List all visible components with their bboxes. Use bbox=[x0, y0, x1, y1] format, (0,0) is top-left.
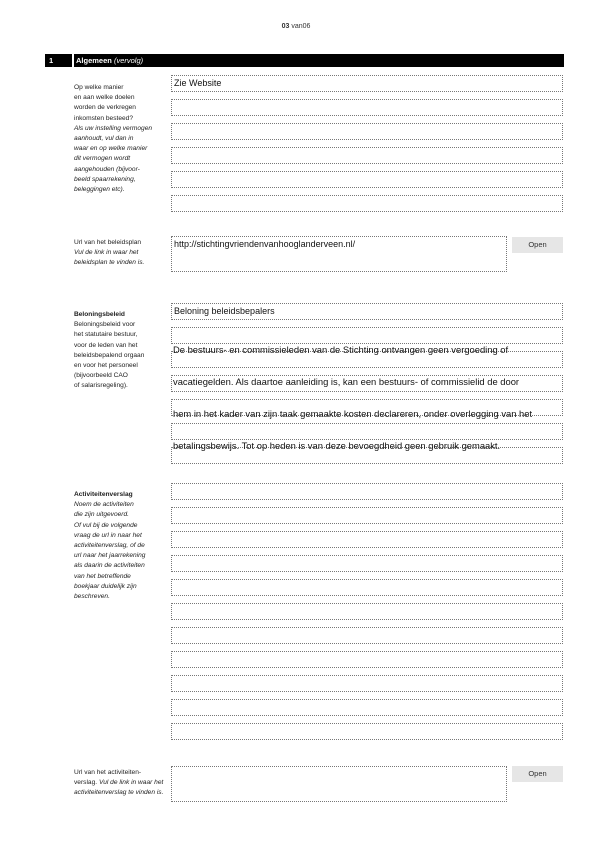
income-hint-line: waar en op welke manier bbox=[74, 145, 148, 153]
policy-url-value: http://stichtingvriendenvanhooglanderveen.nl/ bbox=[174, 239, 356, 249]
remuneration-label-line: het statutaire bestuur, bbox=[74, 331, 138, 339]
income-field-line[interactable] bbox=[171, 99, 563, 116]
income-field-line[interactable] bbox=[171, 171, 563, 188]
section-title-text: Algemeen bbox=[76, 56, 112, 65]
policy-url-hint-line: Vul de link in waar het bbox=[74, 249, 139, 257]
activities-field-line[interactable] bbox=[171, 723, 563, 740]
page-number bbox=[0, 23, 592, 30]
remuneration-label-line: beleidsbepalend orgaan bbox=[74, 351, 145, 359]
income-value: Zie Website bbox=[174, 78, 222, 88]
activities-field-line[interactable] bbox=[171, 507, 563, 524]
income-label-line: inkomsten besteed? bbox=[74, 114, 134, 122]
policy-url-hint-line: beleidsplan te vinden is. bbox=[74, 259, 145, 267]
income-field-line[interactable] bbox=[171, 147, 563, 164]
activities-url-hint-line: activiteitenverslag te vinden is. bbox=[74, 789, 164, 797]
activities-url-label bbox=[74, 768, 174, 799]
activities-hint-line: beschreven. bbox=[74, 593, 110, 601]
income-hint-line: dit vermogen wordt bbox=[74, 155, 131, 163]
income-hint-line: aanhoudt, vul dan in bbox=[74, 135, 134, 143]
activities-hint-line: activiteitenverslag, of de bbox=[74, 542, 145, 550]
income-field-line[interactable] bbox=[171, 195, 563, 212]
section-divider bbox=[72, 54, 74, 67]
activities-field-line[interactable] bbox=[171, 651, 563, 668]
activities-hint-line: van het betreffende bbox=[74, 572, 131, 580]
activities-field-line[interactable] bbox=[171, 531, 563, 548]
activities-field-line[interactable] bbox=[171, 603, 563, 620]
income-label bbox=[74, 83, 169, 195]
remuneration-text-line: hem in het kader van zijn taak gemaakte kosten declareren, onder overlegging van het bbox=[173, 407, 533, 419]
activities-hint-line: als daarin de activiteiten bbox=[74, 562, 145, 570]
activities-url-label-line: Url van het activiteiten- bbox=[74, 769, 142, 776]
activities-hint-line: vraag de url in naar het bbox=[74, 531, 142, 539]
policy-url-open-button[interactable]: Open bbox=[512, 237, 563, 253]
remuneration-text-line: betalingsbewijs. Tot op heden is van deze bevoegdheid geen gebruik gemaakt. bbox=[173, 439, 501, 451]
activities-label bbox=[74, 490, 169, 602]
remuneration-label-line: en voor het personeel bbox=[74, 362, 138, 370]
remuneration-text bbox=[173, 324, 532, 462]
section-number: 1 bbox=[49, 56, 54, 65]
activities-hint-line: Of vul bij de volgende bbox=[74, 521, 138, 529]
section-header bbox=[45, 54, 564, 67]
remuneration-label-line: of salarisregeling). bbox=[74, 382, 128, 390]
activities-hint-line: url naar het jaarrekening bbox=[74, 552, 146, 560]
activities-field-line[interactable] bbox=[171, 555, 563, 572]
remuneration-field-title: Beloning beleidsbepalers bbox=[174, 306, 275, 316]
activities-hint-line: die zijn uitgevoerd. bbox=[74, 511, 129, 519]
income-label-line: Op welke manier bbox=[74, 84, 124, 91]
activities-url-input[interactable] bbox=[171, 766, 507, 802]
income-hint-line: beeld spaarrekening, bbox=[74, 175, 136, 183]
page-of: van bbox=[291, 23, 303, 30]
remuneration-title-field[interactable] bbox=[171, 303, 563, 320]
income-field[interactable] bbox=[171, 75, 563, 92]
remuneration-label-line: voor de leden van het bbox=[74, 341, 138, 349]
page-current: 03 bbox=[281, 23, 290, 30]
activities-hint-line: boekjaar duidelijk zijn bbox=[74, 582, 137, 590]
remuneration-text-line: vacatiegelden. Als daartoe aanleiding is, kan een bestuurs- of commissielid de door bbox=[173, 375, 520, 387]
activities-field-line[interactable] bbox=[171, 579, 563, 596]
activities-field-line[interactable] bbox=[171, 699, 563, 716]
activities-url-hint: Vul de link in waar het bbox=[98, 779, 164, 787]
activities-url-label-line: verslag. bbox=[74, 779, 98, 787]
remuneration-text-line: De bestuurs- en commissieleden van de Stichting ontvangen geen vergoeding of bbox=[173, 344, 509, 356]
section-title bbox=[76, 56, 143, 65]
remuneration-heading: Beloningsbeleid bbox=[74, 311, 125, 318]
remuneration-label bbox=[74, 310, 169, 392]
activities-field-line[interactable] bbox=[171, 483, 563, 500]
income-label-line: en aan welke doelen bbox=[74, 94, 135, 102]
remuneration-label-line: Beloningsbeleid voor bbox=[74, 321, 136, 329]
activities-hint-line: Noem de activiteiten bbox=[74, 501, 134, 509]
income-hint-line: aangehouden (bijvoor- bbox=[74, 165, 140, 173]
page-total: 06 bbox=[302, 23, 311, 30]
section-subtitle: (vervolg) bbox=[113, 56, 144, 65]
income-label-line: worden de verkregen bbox=[74, 104, 136, 112]
policy-url-label bbox=[74, 238, 169, 269]
policy-url-label-text: Url van het beleidsplan bbox=[74, 239, 142, 246]
income-hint-line: Als uw instelling vermogen bbox=[74, 124, 153, 132]
activities-field-line[interactable] bbox=[171, 627, 563, 644]
income-hint-line: beleggingen etc). bbox=[74, 186, 125, 194]
activities-heading: Activiteitenverslag bbox=[74, 491, 133, 498]
activities-field-line[interactable] bbox=[171, 675, 563, 692]
income-field-line[interactable] bbox=[171, 123, 563, 140]
activities-url-open-button[interactable]: Open bbox=[512, 766, 563, 782]
policy-url-input[interactable] bbox=[171, 236, 507, 272]
remuneration-label-line: (bijvoorbeeld CAO bbox=[74, 372, 128, 380]
